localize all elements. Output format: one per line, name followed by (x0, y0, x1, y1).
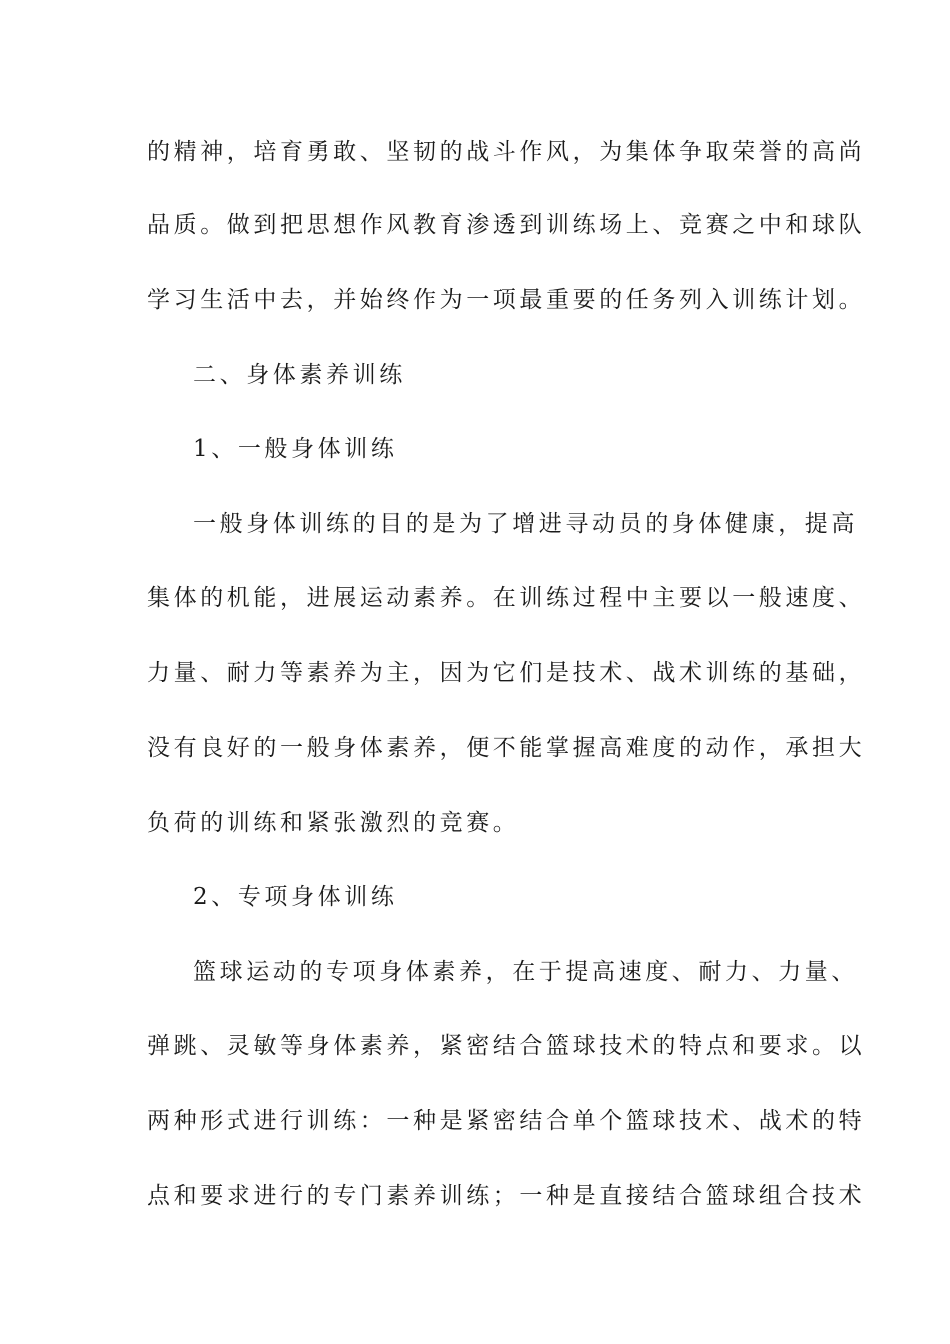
paragraph-line: 负荷的训练和紧张激烈的竞赛。 (147, 810, 520, 836)
paragraph-line: 点和要求进行的专门素养训练；一种是直接结合篮球组合技术 (147, 1183, 866, 1209)
section-heading: 二、身体素养训练 (193, 362, 406, 388)
paragraph-line: 学习生活中去，并始终作为一项最重要的任务列入训练计划。 (147, 287, 866, 313)
paragraph-line: 没有良好的一般身体素养，便不能掌握高难度的动作，承担大 (147, 735, 866, 761)
paragraph-line: 品质。做到把思想作风教育渗透到训练场上、竞赛之中和球队 (147, 212, 866, 238)
paragraph-line: 两种形式进行训练：一种是紧密结合单个篮球技术、战术的特 (147, 1108, 866, 1134)
paragraph-line: 弹跳、灵敏等身体素养，紧密结合篮球技术的特点和要求。以 (147, 1033, 866, 1059)
paragraph-line: 篮球运动的专项身体素养，在于提高速度、耐力、力量、 (193, 959, 858, 985)
subsection-heading: 2、专项身体训练 (193, 884, 398, 910)
paragraph-line: 的精神，培育勇敢、坚韧的战斗作风，为集体争取荣誉的高尚 (147, 139, 866, 165)
paragraph-line: 力量、耐力等素养为主，因为它们是技术、战术训练的基础， (147, 660, 866, 686)
subsection-heading: 1、一般身体训练 (193, 436, 398, 462)
paragraph-line: 集体的机能，进展运动素养。在训练过程中主要以一般速度、 (147, 585, 866, 611)
paragraph-line: 一般身体训练的目的是为了增进寻动员的身体健康，提高 (193, 511, 858, 537)
